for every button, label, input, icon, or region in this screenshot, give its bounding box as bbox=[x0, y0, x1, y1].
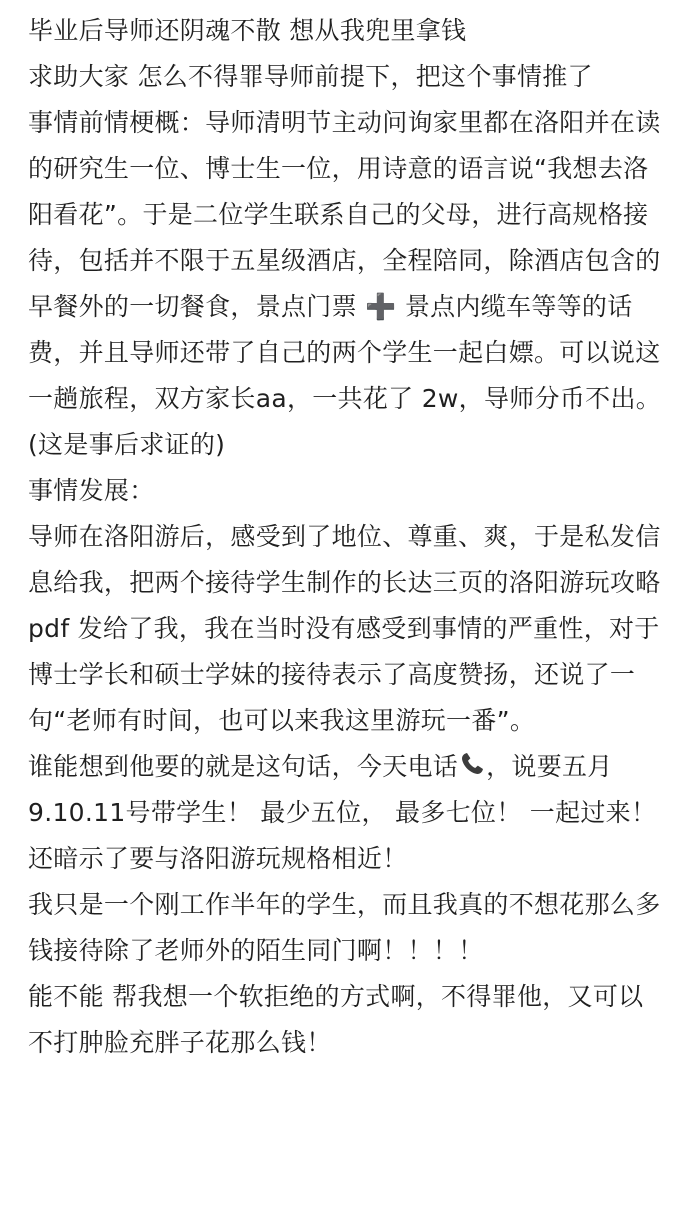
post-body bbox=[28, 8, 673, 1066]
phone-call-text-after: ，说要五月9.10.11号带学生！ 最少五位， 最多七位！ 一起过来！ 还暗示了要与洛阳游玩规格相近！ bbox=[28, 752, 673, 873]
plight-paragraph: 我只是一个刚工作半年的学生，而且我真的不想花那么多钱接待除了老师外的陌生同门啊！！！！ bbox=[28, 890, 661, 965]
phone-call-paragraph bbox=[28, 744, 673, 882]
help-request: 求助大家 怎么不得罪导师前提下，把这个事情推了 bbox=[28, 62, 593, 91]
phone-call-text-before: 谁能想到他要的就是这句话，今天电话 bbox=[28, 752, 459, 781]
development-paragraph: 导师在洛阳游后，感受到了地位、尊重、爽，于是私发信息给我，把两个接待学生制作的长达三页的洛阳游玩攻略pdf 发给了我，我在当时没有感受到事情的严重性，对于博士学长和硕士学妹的接待表示了高度赞扬，还说了一句“老师有时间，也可以来我这里游玩一番”。 bbox=[28, 522, 661, 735]
background-paragraph: 事情前情梗概：导师清明节主动问询家里都在洛阳并在读的研究生一位、博士生一位，用诗意的语言说“我想去洛阳看花”。于是二位学生联系自己的父母，进行高规格接待，包括并不限于五星级酒店，全程陪同，除酒店包含的早餐外的一切餐食，景点门票 ➕ 景点内缆车等等的话费，并且导师还带了自己的两个学生一起白嫖。可以说这一趟旅程，双方家长aa，一共花了 2w，导师分币不出。(这是事后求证的) bbox=[28, 108, 662, 459]
plea-paragraph: 能不能 帮我想一个软拒绝的方式啊，不得罪他，又可以不打肿脸充胖子花那么钱！ bbox=[28, 982, 644, 1057]
post-title: 毕业后导师还阴魂不散 想从我兜里拿钱 bbox=[28, 16, 467, 45]
telephone-receiver-icon bbox=[458, 750, 486, 778]
development-heading: 事情发展： bbox=[28, 476, 155, 505]
